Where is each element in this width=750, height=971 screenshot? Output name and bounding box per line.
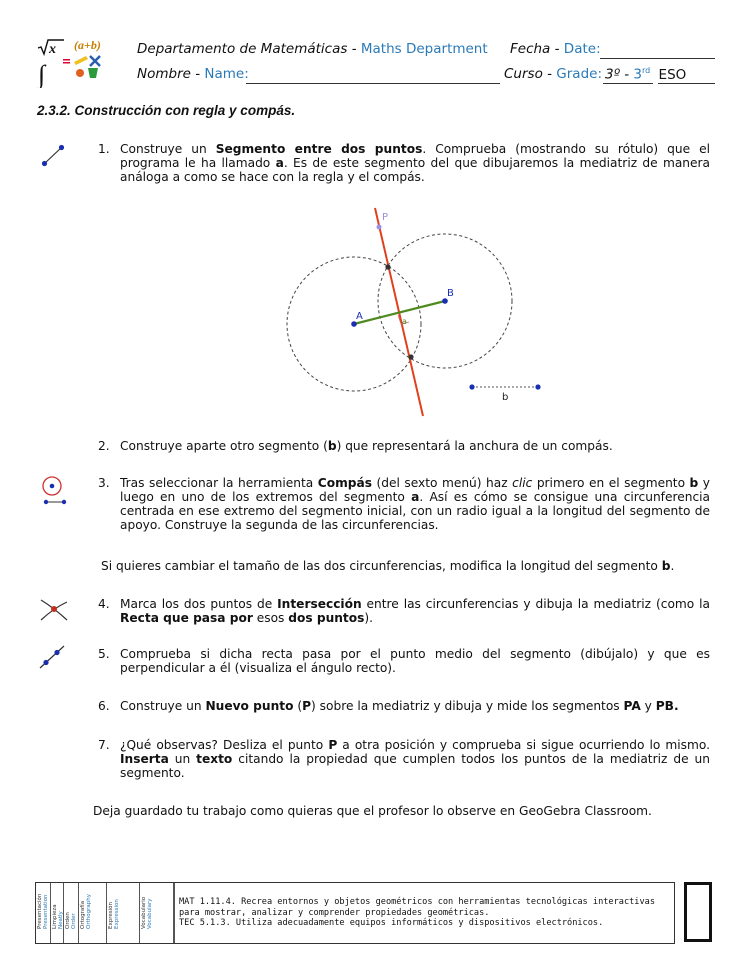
compass-tool-icon [40,474,68,510]
step-6-text: Construye un Nuevo punto (P) sobre la mediatriz y dibuja y mide los segmentos PA y PB. [120,699,679,713]
rubric-criteria: MAT 1.11.4. Recrea entornos y objetos geométricos con herramientas tecnológicas interactivas para mostrar, analizar y comprender propiedades geométricas. TEC 5.1.3. Utiliza adecuadamente equipos informáticos y dispositivos electrónicos. [179,897,655,928]
mediatrix-figure [280,200,560,430]
label-b-point: B [447,288,454,299]
segment-b-end [535,384,540,389]
step-5-text: Comprueba si dicha recta pasa por el punto medio del segmento (dibújalo) y que es perpendicular a él (visualiza el ángulo recto). [120,647,710,675]
section-title: 2.3.2. Construcción con regla y compás. [37,103,296,118]
segment-b-start [469,384,474,389]
segment-tool-icon [40,142,68,174]
step-2-number: 2. [98,439,110,453]
rubric-orthography: Ortografía Orthography [80,894,92,929]
line-tool-icon [38,643,66,675]
rubric-neatly: Limpieza Neatly [52,904,64,929]
course-field-1[interactable] [603,83,653,84]
closing-text: Deja guardado tu trabajo como quieras que el profesor lo observe en GeoGebra Classroom. [93,804,652,818]
course-label: Curso - Grade: [504,66,603,82]
step-7-text: ¿Qué observas? Desliza el punto P a otra posición y comprueba si sigue ocurriendo lo mismo. Inserta un texto citando la propiedad que cumplen todos los puntos de la mediatriz de un segmento. [120,738,710,780]
date-field[interactable] [600,58,715,59]
course-field-2[interactable] [658,83,715,84]
step-6-number: 6. [98,699,110,713]
date-label: Fecha - Date: [510,41,601,57]
math-logo [36,38,114,88]
rubric-presentation: Presentación Presentation [37,893,49,929]
logo-formula: (a+b) [74,38,101,52]
intersection-tool-icon [40,594,68,626]
step-1-number: 1. [98,142,110,156]
svg-text:∫: ∫ [38,60,46,88]
point-p [377,225,382,230]
point-a [351,321,357,327]
name-label: Nombre - Name: [137,66,249,82]
step-3-text: Tras seleccionar la herramienta Compás (del sexto menú) haz clic primero en el segmento b y luego en uno de los extremos del segmento a. Así es cómo se consigue una circunferencia centrada en ese extremo del segmento inicial, con un radio igual a la longitud del segmento de apoyo. Construye la segunda de las circunferencias. [120,476,710,532]
step-3-number: 3. [98,476,110,490]
name-field[interactable] [246,83,500,84]
step-4-number: 4. [98,597,110,611]
resize-note: Si quieres cambiar el tamaño de las dos circunferencias, modifica la longitud del segmento b. [101,559,675,573]
step-4-text: Marca los dos puntos de Intersección entre las circunferencias y dibuja la mediatriz (como la Recta que pasa por esos dos puntos). [120,597,710,625]
step-1-text: Construye un Segmento entre dos puntos. Comprueba (mostrando su rótulo) que el programa le ha llamado a. Es de este segmento del que dibujaremos la mediatriz de manera análoga a como se hace con la regla y el compás. [120,142,710,184]
step-2-text: Construye aparte otro segmento (b) que representará la anchura de un compás. [120,439,613,453]
svg-text:x: x [49,42,56,57]
intersection-point-top [385,264,390,269]
point-b [442,298,448,304]
label-a-segment: a [402,317,407,326]
label-p: P [382,212,389,223]
step-5-number: 5. [98,647,110,661]
rubric-expression: Expresión Expression [108,899,120,929]
step-7-number: 7. [98,738,110,752]
rubric-order: Orden Order [65,912,77,929]
department-label: Departamento de Matemáticas - Maths Department [137,41,488,57]
grade-box[interactable] [684,882,712,942]
intersection-point-bottom [408,354,413,359]
rubric-vocabulary: Vocabulario Vocabulary [141,896,153,929]
evaluation-rubric [35,882,675,944]
label-a-point: A [356,311,363,322]
label-b-segment: b [502,392,509,403]
course-value: 3º - 3rd ESO [605,66,687,83]
